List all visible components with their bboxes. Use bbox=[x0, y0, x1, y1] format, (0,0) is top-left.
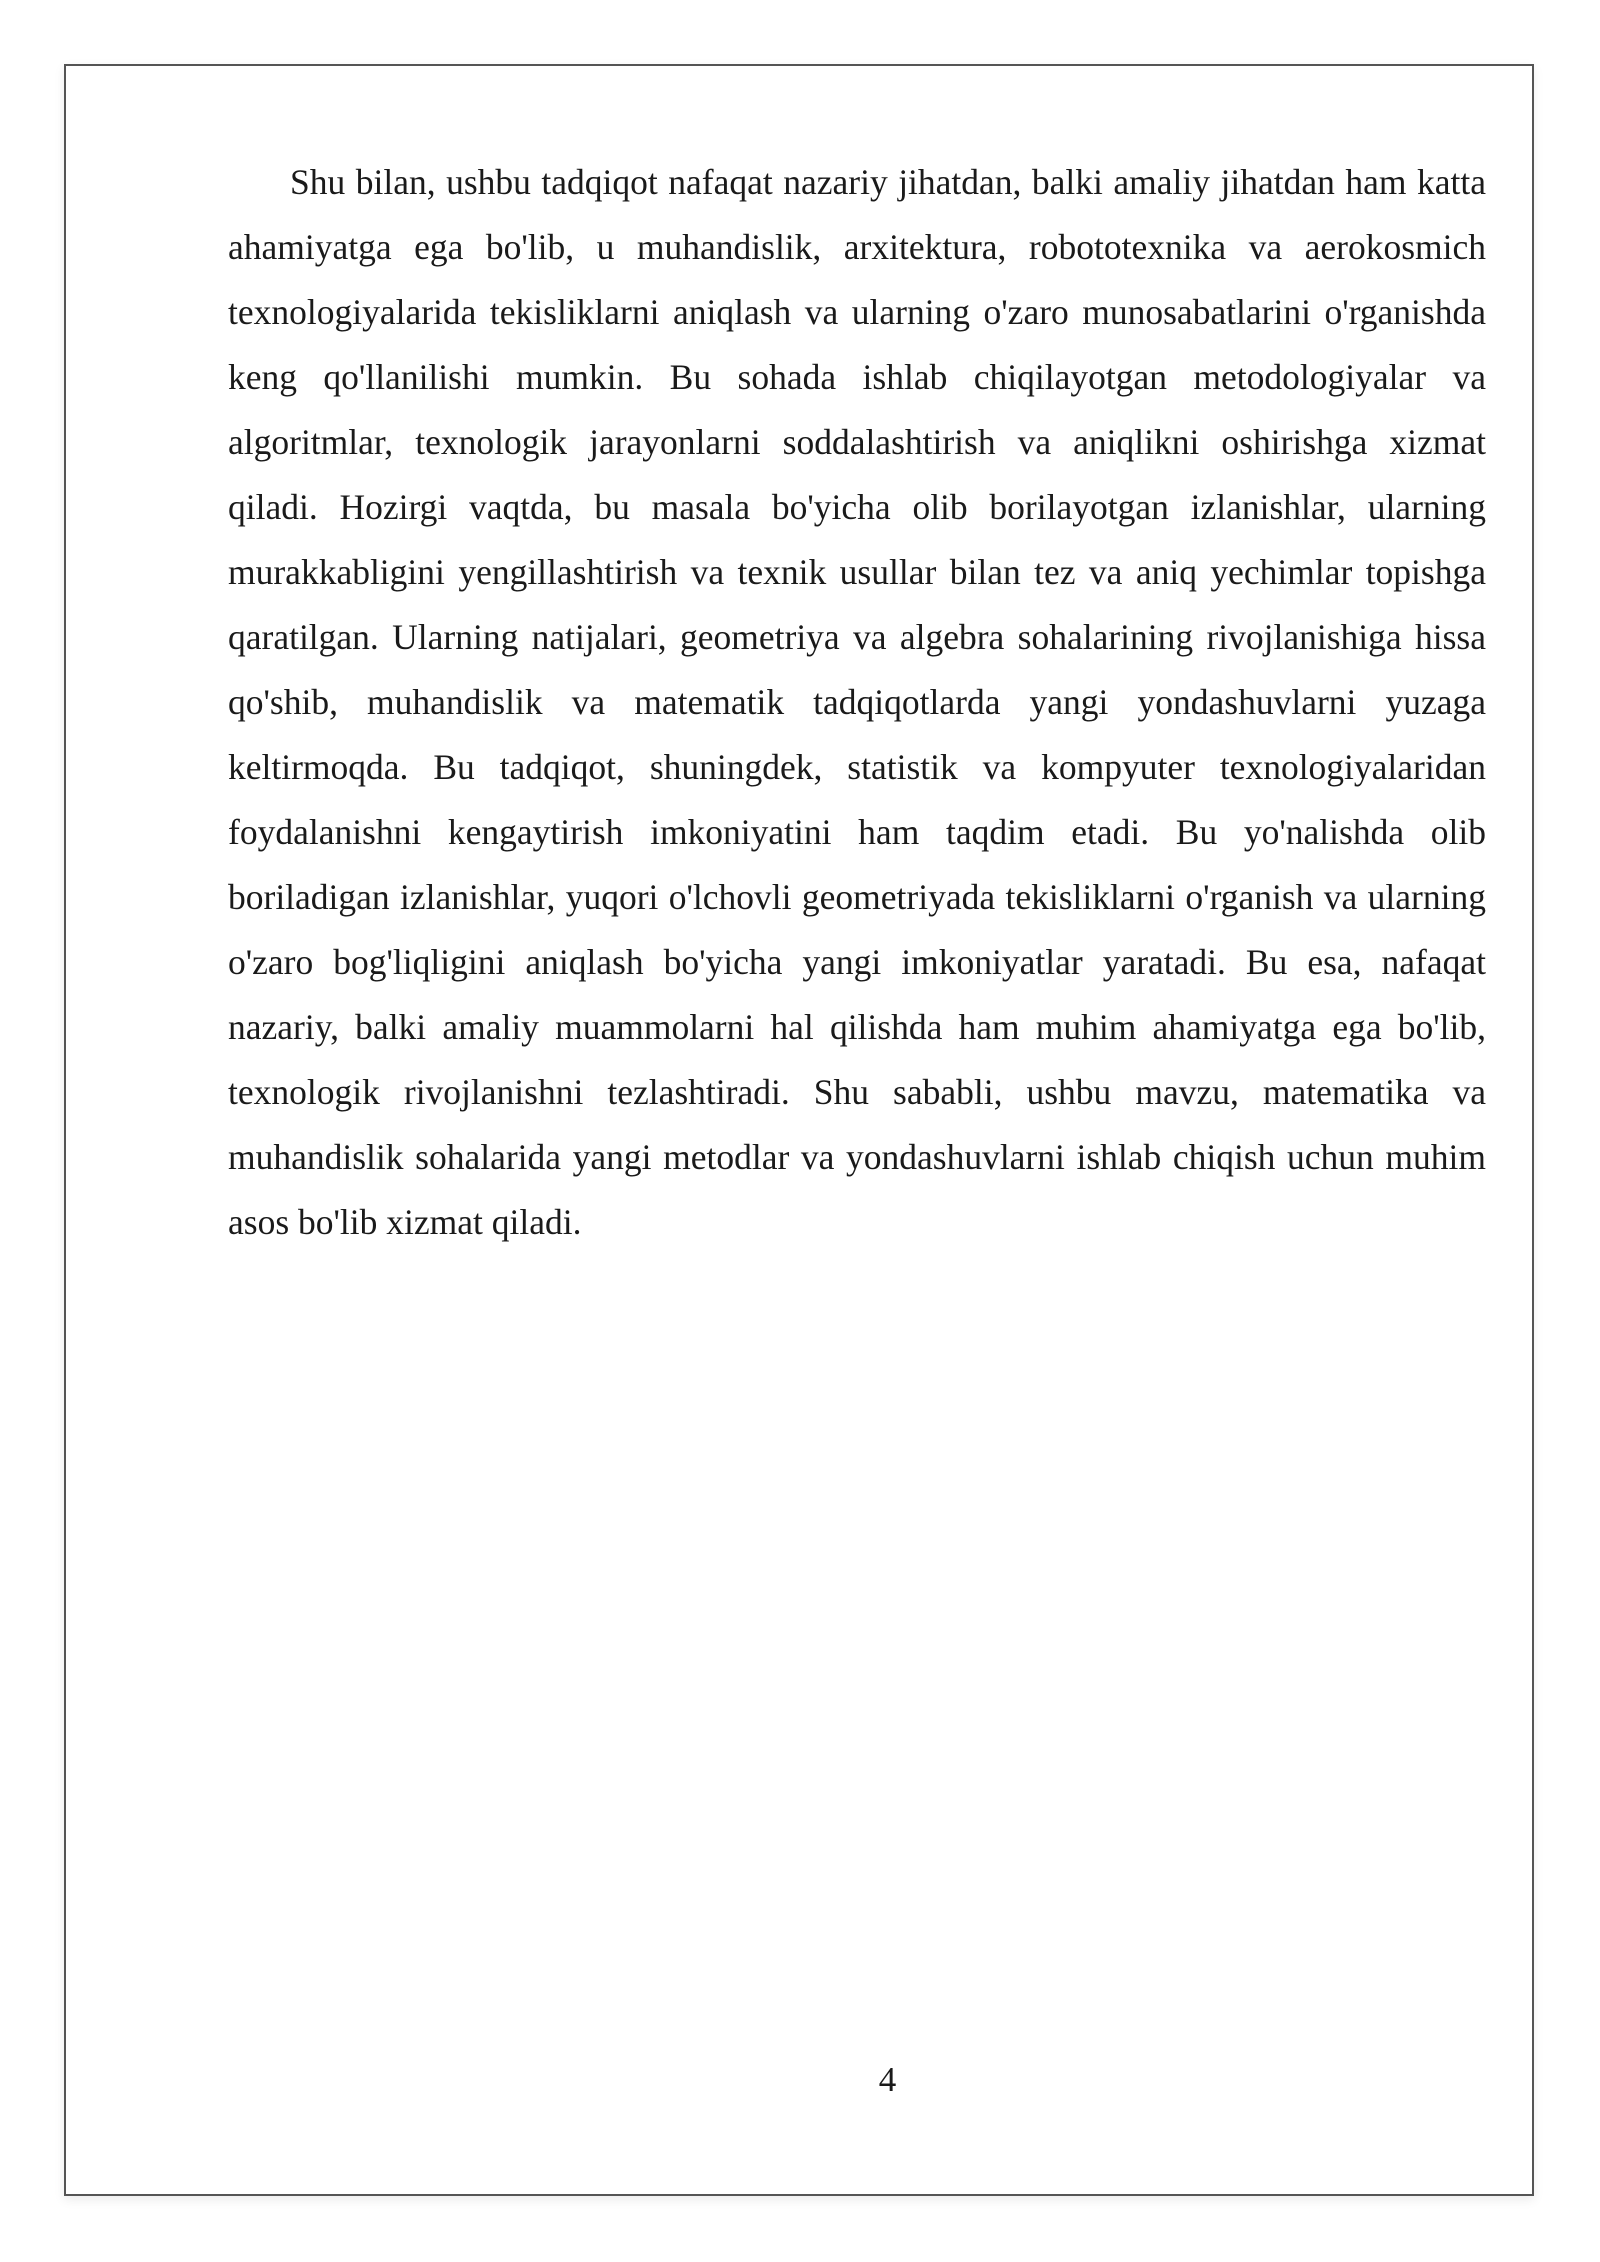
page-number: 4 bbox=[878, 2060, 897, 2099]
body-paragraph: Shu bilan, ushbu tadqiqot nafaqat nazariy jihatdan, balki amaliy jihatdan ham katta ahamiyatga ega bo'lib, u muhandislik, arxitektura, robototexnika va aerokosmich texnologiyalarida tekisliklarni aniqlash va ularning o'zaro munosabatlarini o'rganishda keng qo'llanilishi mumkin. Bu sohada ishlab chiqilayotgan metodologiyalar va algoritmlar, texnologik jarayonlarni soddalashtirish va aniqlikni oshirishga xizmat qiladi. Hozirgi vaqtda, bu masala bo'yicha olib borilayotgan izlanishlar, ularning murakkabligini yengillashtirish va texnik usullar bilan tez va aniq yechimlar topishga qaratilgan. Ularning natijalari, geometriya va algebra sohalarining rivojlanishiga hissa qo'shib, muhandislik va matematik tadqiqotlarda yangi yondashuvlarni yuzaga keltirmoqda. Bu tadqiqot, shuningdek, statistik va kompyuter texnologiyalaridan foydalanishni kengaytirish imkoniyatini ham taqdim etadi. Bu yo'nalishda olib boriladigan izlanishlar, yuqori o'lchovli geometriyada tekisliklarni o'rganish va ularning o'zaro bog'liqligini aniqlash bo'yicha yangi imkoniyatlar yaratadi. Bu esa, nafaqat nazariy, balki amaliy muammolarni hal qilishda ham muhim ahamiyatga ega bo'lib, texnologik rivojlanishni tezlashtiradi. Shu sababli, ushbu mavzu, matematika va muhandislik sohalarida yangi metodlar va yondashuvlarni ishlab chiqish uchun muhim asos bo'lib xizmat qiladi. bbox=[228, 162, 1486, 1242]
